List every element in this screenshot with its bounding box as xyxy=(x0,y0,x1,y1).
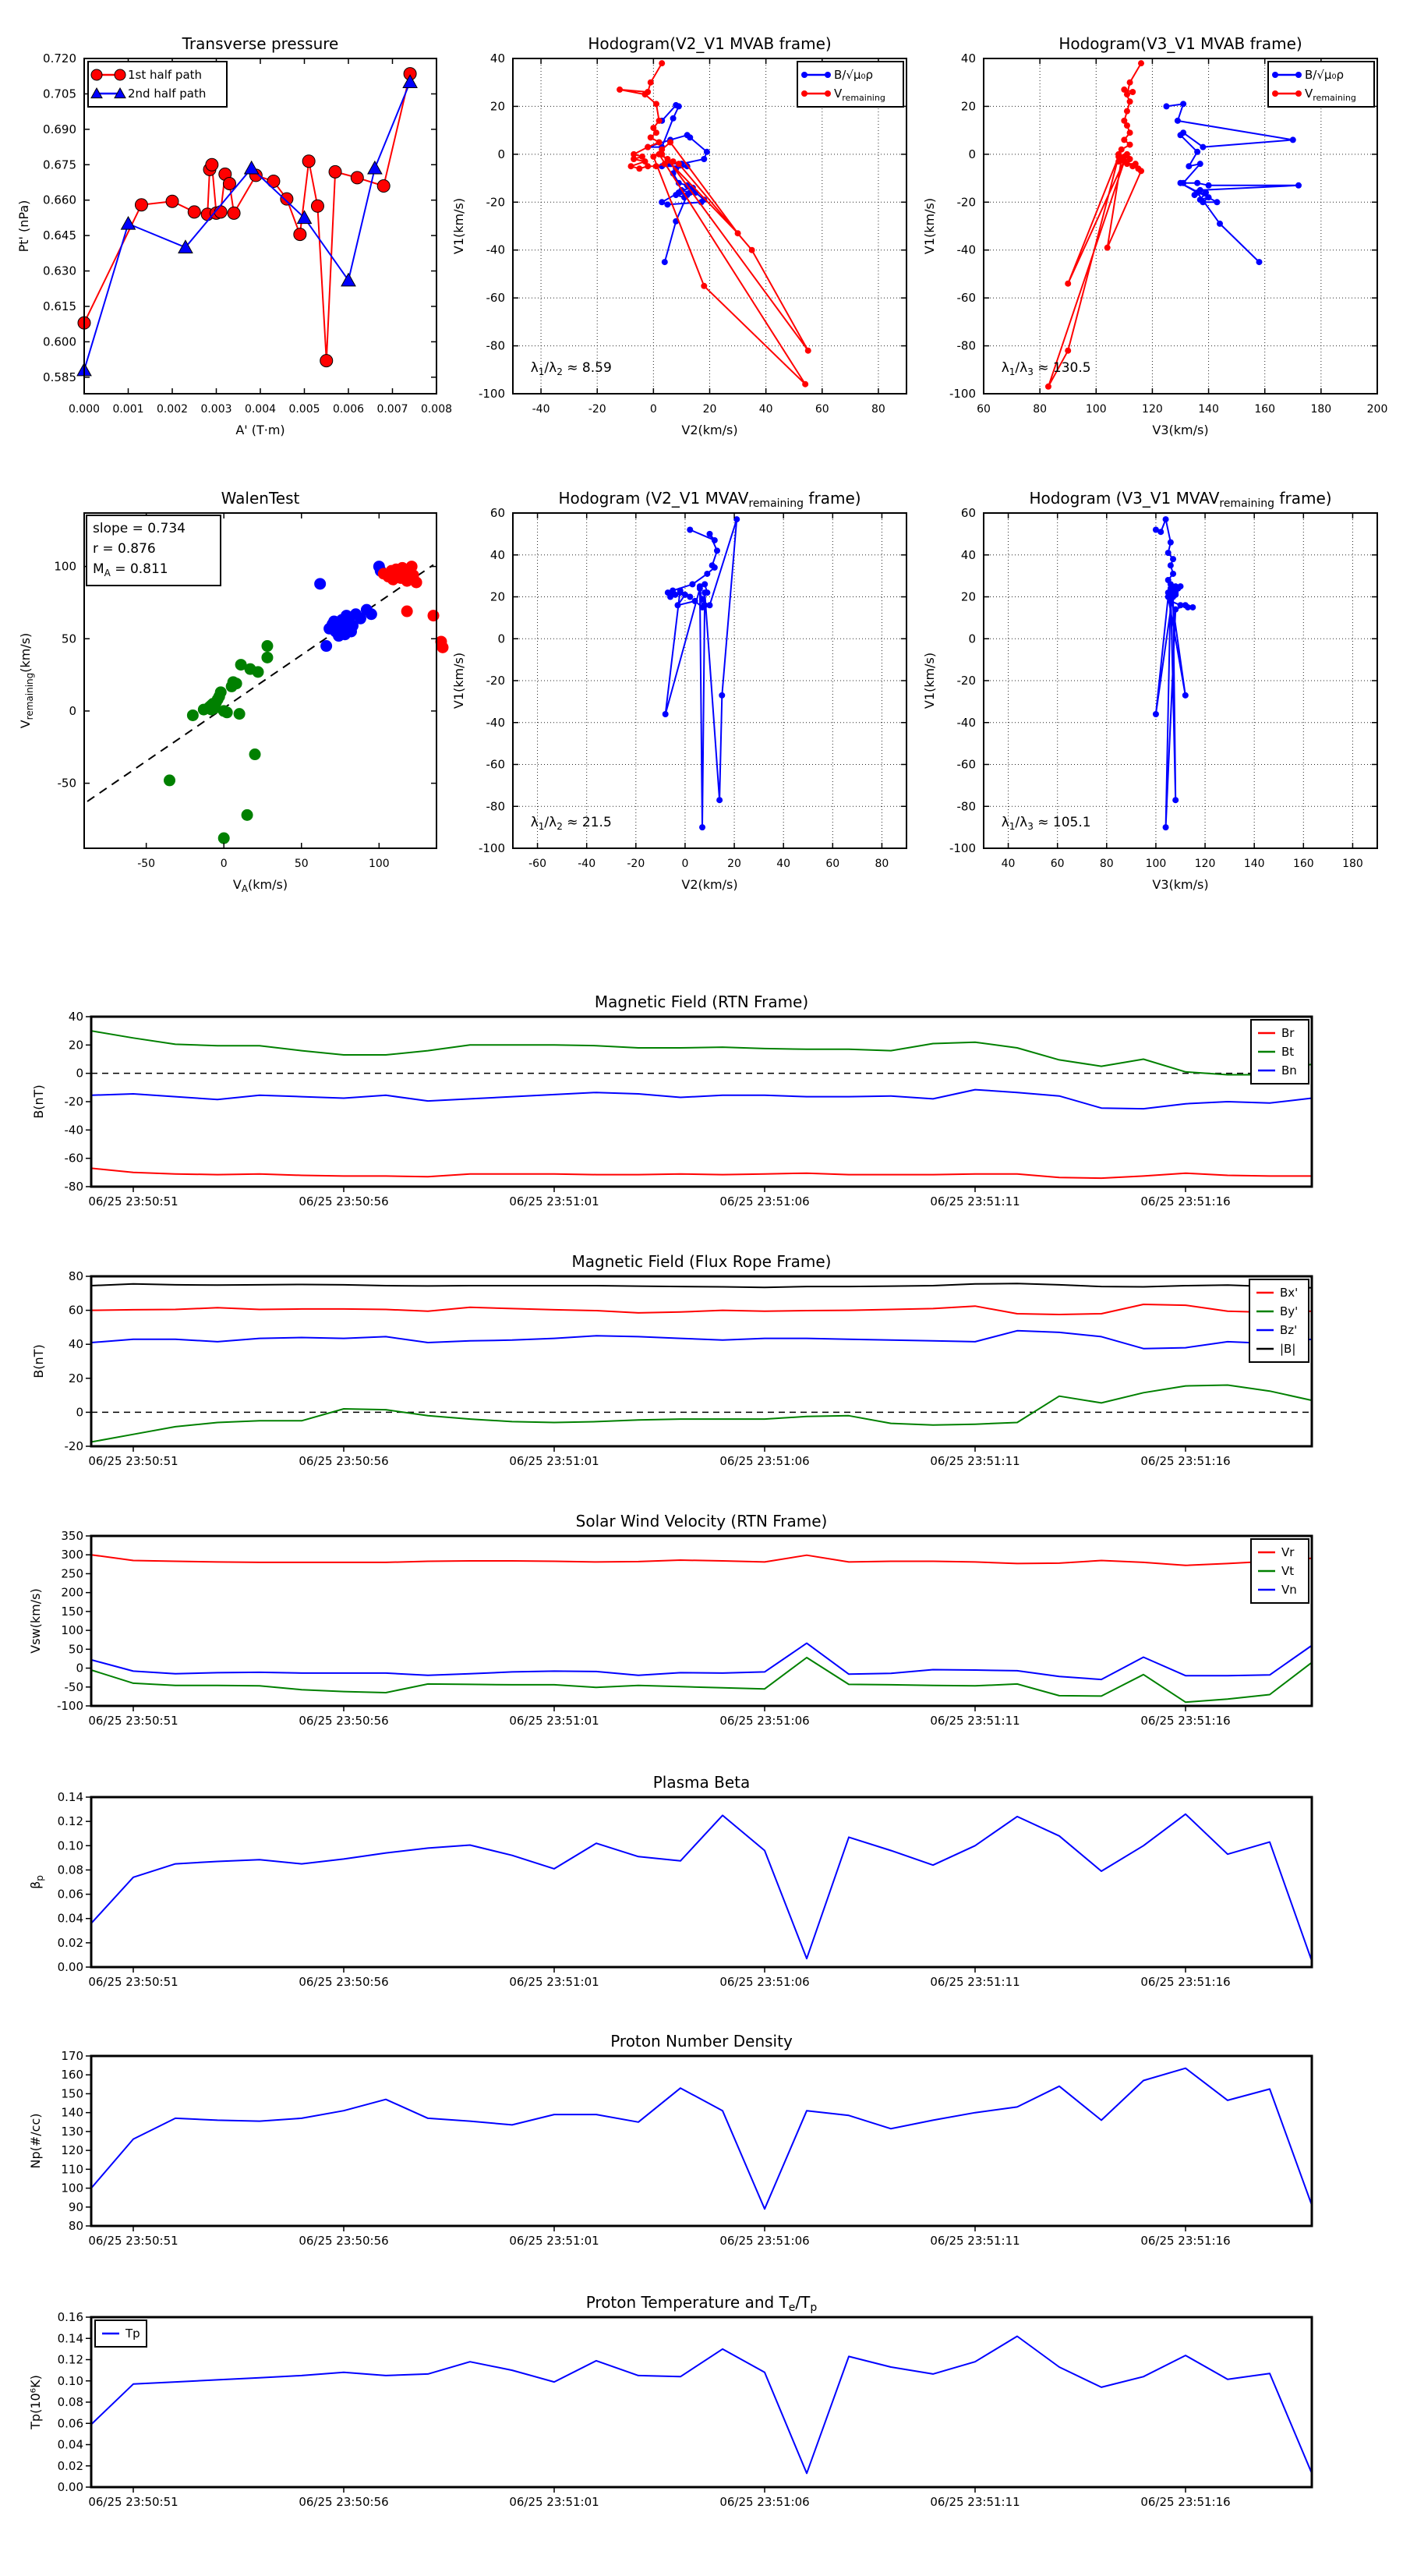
y-tick-label: 150 xyxy=(61,1604,83,1619)
series-By' xyxy=(91,1385,1312,1442)
y-tick-label: 20 xyxy=(68,1038,83,1053)
legend-label: Bt xyxy=(1281,1045,1295,1059)
y-tick-label: 350 xyxy=(61,1529,83,1543)
legend-label: |B| xyxy=(1280,1342,1296,1356)
lambda-annotation: $\lambda_1/\lambda_3 \approx 105.1$ xyxy=(1001,815,1091,833)
y-tick-label: 60 xyxy=(68,1303,83,1318)
x-tick-label: 06/25 23:51:16 xyxy=(1140,2234,1231,2248)
y-tick-label: -40 xyxy=(64,1123,83,1138)
y-tick-label: 0.02 xyxy=(57,2458,83,2473)
x-axis-label: V3(km/s) xyxy=(1152,877,1209,892)
grid xyxy=(513,58,906,394)
panel-hodogram-v3v1-mvab xyxy=(922,34,1387,437)
y-tick-label: 130 xyxy=(61,2124,83,2139)
y-axis-label: V1(km/s) xyxy=(922,652,937,709)
x-tick-label: -60 xyxy=(528,858,546,870)
x-tick-label: -20 xyxy=(588,403,606,416)
y-tick-label: 110 xyxy=(61,2162,83,2177)
x-tick-label: 06/25 23:51:06 xyxy=(719,1975,810,1989)
x-tick-label: 50 xyxy=(294,858,309,870)
legend-label: Bx' xyxy=(1280,1286,1299,1300)
legend-label: 2nd half path xyxy=(128,87,207,101)
y-tick-label: 0.06 xyxy=(57,2416,83,2431)
x-tick-label: 40 xyxy=(758,403,773,416)
y-tick-label: -80 xyxy=(64,1180,83,1194)
series-beta-p xyxy=(91,1814,1312,1961)
axes-frame xyxy=(84,58,436,394)
x-tick-label: 06/25 23:50:56 xyxy=(299,1975,389,1989)
x-tick-label: 200 xyxy=(1366,403,1388,416)
grid xyxy=(513,513,906,848)
x-tick-label: 0.001 xyxy=(112,403,144,416)
y-tick-label: -80 xyxy=(956,799,976,814)
x-tick-label: 60 xyxy=(825,858,840,870)
y-tick-label: -60 xyxy=(486,291,505,306)
x-tick-label: 06/25 23:51:06 xyxy=(719,2495,810,2509)
legend-label: Tp xyxy=(125,2327,140,2341)
y-tick-label: 60 xyxy=(489,506,505,520)
x-axis-label: V2(km/s) xyxy=(681,423,738,437)
solar-wind-velocity-title: Solar Wind Velocity (RTN Frame) xyxy=(575,1512,828,1530)
y-tick-label: 0.14 xyxy=(57,2331,83,2346)
panel-magnetic-field-rtn xyxy=(31,993,1312,1208)
y-tick-label: 250 xyxy=(61,1566,83,1581)
x-tick-label: 140 xyxy=(1198,403,1219,416)
hodogram-v2v1-mvab-title: Hodogram(V2_V1 MVAB frame) xyxy=(588,34,832,53)
y-tick-label: 0.12 xyxy=(57,1814,83,1829)
y-tick-label: 0.08 xyxy=(57,1863,83,1877)
y-axis-label: $\beta_p$ xyxy=(28,1875,45,1889)
legend-label: $V_{remaining}$ xyxy=(1305,87,1356,103)
x-tick-label: 80 xyxy=(875,858,889,870)
y-tick-label: -20 xyxy=(956,674,976,688)
x-tick-label: 06/25 23:51:06 xyxy=(719,2234,810,2248)
y-tick-label: 20 xyxy=(489,99,505,114)
legend-label: B/√μ₀ρ xyxy=(1305,68,1344,82)
x-tick-label: 06/25 23:50:56 xyxy=(299,2234,389,2248)
legend-label: Vt xyxy=(1281,1564,1295,1578)
legend-label: Bn xyxy=(1281,1063,1297,1077)
axes-frame xyxy=(91,2317,1312,2487)
x-tick-label: 06/25 23:51:01 xyxy=(509,1454,599,1468)
x-tick-label: 0 xyxy=(681,858,689,870)
y-tick-label: 50 xyxy=(68,1642,83,1657)
x-tick-label: 06/25 23:51:16 xyxy=(1140,1975,1231,1989)
x-tick-label: 40 xyxy=(776,858,791,870)
legend xyxy=(1251,1020,1309,1084)
x-axis-label: $V_A(km/s)$ xyxy=(232,877,288,894)
transverse-pressure-title: Transverse pressure xyxy=(182,34,339,53)
panel-proton-number-density xyxy=(28,2032,1312,2248)
y-tick-label: 40 xyxy=(960,547,976,562)
y-tick-label: -20 xyxy=(486,674,505,688)
y-tick-label: 200 xyxy=(61,1585,83,1600)
y-tick-label: 0.615 xyxy=(43,299,76,313)
y-tick-label: 0.705 xyxy=(43,87,76,101)
x-tick-label: 60 xyxy=(977,403,991,416)
x-tick-label: 06/25 23:51:11 xyxy=(930,2495,1020,2509)
y-tick-label: 90 xyxy=(68,2199,83,2214)
y-tick-label: 0.04 xyxy=(57,2437,83,2452)
y-tick-label: -80 xyxy=(486,799,505,814)
x-tick-label: -40 xyxy=(578,858,596,870)
x-tick-label: 100 xyxy=(368,858,390,870)
y-tick-label: 80 xyxy=(68,2219,83,2233)
x-tick-label: 0.005 xyxy=(288,403,320,416)
x-tick-label: 06/25 23:50:56 xyxy=(299,1194,389,1208)
y-tick-label: -60 xyxy=(64,1151,83,1166)
x-tick-label: 06/25 23:51:11 xyxy=(930,2234,1020,2248)
y-tick-label: 100 xyxy=(61,1623,83,1638)
x-tick-label: 180 xyxy=(1310,403,1332,416)
y-tick-label: -50 xyxy=(64,1679,83,1694)
tick-labels xyxy=(949,506,1377,870)
x-tick-label: 0.007 xyxy=(376,403,408,416)
y-tick-label: 0.02 xyxy=(57,1935,83,1950)
series-B-alfven xyxy=(1163,101,1302,265)
legend-label: Bz' xyxy=(1280,1323,1298,1337)
legend xyxy=(1249,1279,1309,1362)
magnetic-field-flux-rope-title: Magnetic Field (Flux Rope Frame) xyxy=(571,1252,832,1271)
tick-labels xyxy=(57,1529,1231,1728)
x-tick-label: 06/25 23:51:06 xyxy=(719,1714,810,1728)
x-tick-label: 06/25 23:51:06 xyxy=(719,1454,810,1468)
panel-hodogram-v3v1-mvav xyxy=(922,489,1377,892)
y-tick-label: 0.600 xyxy=(43,334,76,349)
y-tick-label: 300 xyxy=(61,1548,83,1562)
series-2nd half path xyxy=(77,75,417,376)
x-tick-label: 06/25 23:51:11 xyxy=(930,1975,1020,1989)
y-tick-label: 0.04 xyxy=(57,1911,83,1926)
x-tick-label: 06/25 23:50:56 xyxy=(299,1714,389,1728)
series-Np xyxy=(91,2068,1312,2210)
series-V-hodogram xyxy=(1153,516,1196,830)
grid xyxy=(984,58,1377,394)
plasma-beta-title: Plasma Beta xyxy=(652,1773,751,1792)
proton-number-density-title: Proton Number Density xyxy=(610,2032,793,2051)
x-tick-label: 0.004 xyxy=(244,403,277,416)
y-tick-label: -40 xyxy=(956,242,976,257)
y-tick-label: 20 xyxy=(489,589,505,604)
y-axis-label: Tp(10⁶K) xyxy=(28,2375,43,2429)
x-tick-label: 06/25 23:50:51 xyxy=(88,1714,178,1728)
y-axis-label: V1(km/s) xyxy=(451,197,466,255)
y-tick-label: 0.585 xyxy=(43,370,76,384)
y-tick-label: 40 xyxy=(68,1337,83,1352)
tick-labels xyxy=(65,1269,1231,1468)
series-V-hodogram xyxy=(663,516,740,830)
panel-magnetic-field-flux-rope xyxy=(31,1252,1312,1468)
y-tick-label: -20 xyxy=(956,195,976,210)
y-axis-label: Np(#/cc) xyxy=(28,2113,43,2169)
legend-label: $V_{remaining}$ xyxy=(834,87,885,103)
x-tick-label: 06/25 23:50:51 xyxy=(88,1975,178,1989)
y-tick-label: 100 xyxy=(54,559,76,574)
panel-hodogram-v2v1-mvav xyxy=(451,489,906,892)
y-tick-label: 60 xyxy=(960,506,976,520)
panel-hodogram-v2v1-mvab xyxy=(451,34,906,437)
stats-line: slope = 0.734 xyxy=(93,521,186,536)
x-tick-label: 06/25 23:50:56 xyxy=(299,1454,389,1468)
x-tick-label: 06/25 23:51:16 xyxy=(1140,2495,1231,2509)
panel-plasma-beta xyxy=(28,1773,1312,1989)
tick-labels xyxy=(58,2310,1231,2509)
x-tick-label: 100 xyxy=(1145,858,1167,870)
y-tick-label: 0 xyxy=(497,632,505,646)
y-tick-label: 140 xyxy=(61,2105,83,2120)
x-tick-label: 0.000 xyxy=(68,403,101,416)
legend xyxy=(1268,62,1374,107)
y-tick-label: 0 xyxy=(968,147,976,161)
y-tick-label: 0.660 xyxy=(43,193,76,207)
x-tick-label: 06/25 23:50:56 xyxy=(299,2495,389,2509)
x-tick-label: 0.002 xyxy=(156,403,189,416)
y-tick-label: 0.06 xyxy=(57,1887,83,1902)
x-tick-label: -20 xyxy=(627,858,645,870)
series-V-remaining xyxy=(617,60,811,387)
y-tick-label: 0.12 xyxy=(57,2352,83,2367)
y-axis-label: Pt' (nPa) xyxy=(16,200,31,253)
x-tick-label: 06/25 23:51:01 xyxy=(509,1194,599,1208)
legend-label: B/√μ₀ρ xyxy=(834,68,873,82)
y-tick-label: 40 xyxy=(489,51,505,65)
y-tick-label: -100 xyxy=(56,1699,83,1713)
series-V-remaining xyxy=(1045,60,1144,390)
series-Tp xyxy=(91,2337,1312,2474)
y-tick-label: 40 xyxy=(960,51,976,65)
x-tick-label: 0 xyxy=(649,403,657,416)
y-tick-label: -20 xyxy=(486,195,505,210)
x-tick-label: 120 xyxy=(1142,403,1163,416)
y-tick-label: 0.630 xyxy=(43,264,76,278)
x-tick-label: 06/25 23:50:51 xyxy=(88,1454,178,1468)
legend-label: Vn xyxy=(1281,1583,1297,1597)
axes-frame xyxy=(91,2056,1312,2226)
y-axis-label: B(nT) xyxy=(31,1085,46,1119)
y-tick-label: 20 xyxy=(960,99,976,114)
axes-frame xyxy=(91,1797,1312,1967)
x-tick-label: 06/25 23:51:11 xyxy=(930,1454,1020,1468)
y-tick-label: -60 xyxy=(956,291,976,306)
x-tick-label: 60 xyxy=(1050,858,1065,870)
y-tick-label: 50 xyxy=(61,632,76,646)
y-tick-label: 0.675 xyxy=(43,157,76,172)
y-tick-label: 0.720 xyxy=(43,51,76,65)
x-tick-label: 06/25 23:51:01 xyxy=(509,2234,599,2248)
y-tick-label: 20 xyxy=(68,1371,83,1385)
x-axis-label: V2(km/s) xyxy=(681,877,738,892)
panel-walen-test xyxy=(18,489,448,894)
y-tick-label: -80 xyxy=(956,338,976,353)
x-tick-label: 20 xyxy=(727,858,741,870)
y-tick-label: 0.16 xyxy=(57,2310,83,2324)
lambda-annotation: $\lambda_1/\lambda_2 \approx 8.59$ xyxy=(530,360,612,378)
x-tick-label: 140 xyxy=(1243,858,1265,870)
tick-labels xyxy=(65,1010,1231,1208)
y-axis-label: V1(km/s) xyxy=(451,652,466,709)
x-tick-label: 40 xyxy=(1001,858,1016,870)
x-tick-label: 06/25 23:51:01 xyxy=(509,1975,599,1989)
series-Bt xyxy=(91,1031,1312,1074)
y-axis-label: $V_{remaining}(km/s)$ xyxy=(18,632,35,729)
y-tick-label: -60 xyxy=(486,757,505,772)
legend-label: Br xyxy=(1281,1026,1295,1040)
x-tick-label: 06/25 23:50:51 xyxy=(88,2234,178,2248)
x-tick-label: 120 xyxy=(1194,858,1216,870)
x-tick-label: 06/25 23:50:51 xyxy=(88,1194,178,1208)
tick-labels xyxy=(61,2049,1230,2248)
x-tick-label: 06/25 23:51:16 xyxy=(1140,1454,1231,1468)
series-|B| xyxy=(91,1283,1312,1288)
tick-labels xyxy=(58,1790,1231,1989)
x-tick-label: -40 xyxy=(532,403,550,416)
x-tick-label: 06/25 23:51:01 xyxy=(509,2495,599,2509)
x-tick-label: 06/25 23:51:16 xyxy=(1140,1714,1231,1728)
proton-temperature-title: Proton Temperature and $T_e/T_p$ xyxy=(585,2293,818,2314)
series-fit-line xyxy=(87,565,433,801)
x-tick-label: 100 xyxy=(1085,403,1107,416)
grid xyxy=(984,513,1377,848)
series-last-interval xyxy=(378,561,449,653)
x-axis-label: V3(km/s) xyxy=(1152,423,1209,437)
x-tick-label: 0 xyxy=(220,858,228,870)
legend xyxy=(88,62,227,107)
y-tick-label: 120 xyxy=(61,2143,83,2158)
y-axis-label: Vsw(km/s) xyxy=(28,1588,43,1654)
legend-label: By' xyxy=(1280,1304,1299,1318)
panel-proton-temperature xyxy=(28,2293,1312,2509)
x-tick-label: 160 xyxy=(1292,858,1314,870)
series-Vr xyxy=(91,1555,1312,1566)
x-axis-label: A' (T·m) xyxy=(235,423,285,437)
y-tick-label: -100 xyxy=(478,387,505,401)
x-tick-label: 180 xyxy=(1342,858,1363,870)
y-tick-label: 20 xyxy=(960,589,976,604)
x-tick-label: 06/25 23:51:11 xyxy=(930,1714,1020,1728)
y-tick-label: -20 xyxy=(64,1439,83,1453)
axes-frame xyxy=(91,1017,1312,1187)
y-tick-label: 0 xyxy=(968,632,976,646)
legend xyxy=(95,2320,147,2347)
y-tick-label: -40 xyxy=(956,715,976,730)
hodogram-v2v1-mvav-title: Hodogram (V2_V1 $MVAV_{remaining}$ frame) xyxy=(558,489,861,510)
walen-test-title: WalenTest xyxy=(221,489,300,508)
x-tick-label: 80 xyxy=(1033,403,1048,416)
magnetic-field-rtn-title: Magnetic Field (RTN Frame) xyxy=(594,993,809,1011)
series-Bz' xyxy=(91,1331,1312,1349)
x-tick-label: 06/25 23:50:51 xyxy=(88,2495,178,2509)
panel-solar-wind-velocity xyxy=(28,1512,1312,1728)
y-tick-label: 0 xyxy=(76,1405,83,1420)
y-tick-label: 160 xyxy=(61,2068,83,2082)
legend-label: 1st half path xyxy=(128,68,203,82)
stats-line: r = 0.876 xyxy=(93,541,156,557)
y-tick-label: -20 xyxy=(64,1095,83,1109)
stats-line: $M_A = 0.811$ xyxy=(93,561,168,579)
y-tick-label: 0 xyxy=(69,703,76,718)
y-tick-label: -100 xyxy=(478,841,505,855)
lambda-annotation: $\lambda_1/\lambda_2 \approx 21.5$ xyxy=(530,815,612,833)
x-tick-label: 160 xyxy=(1254,403,1276,416)
y-tick-label: -50 xyxy=(57,776,76,791)
y-tick-label: 0 xyxy=(76,1066,83,1081)
series-first-interval xyxy=(164,640,273,844)
x-tick-label: 20 xyxy=(702,403,717,416)
y-tick-label: 0.14 xyxy=(57,1790,83,1804)
y-tick-label: -100 xyxy=(949,387,976,401)
x-tick-label: 06/25 23:51:01 xyxy=(509,1714,599,1728)
series-Br xyxy=(91,1168,1312,1178)
y-tick-label: 0.10 xyxy=(57,2373,83,2388)
y-tick-label: 150 xyxy=(61,2086,83,2101)
hodogram-v3v1-mvav-title: Hodogram (V3_V1 $MVAV_{remaining}$ frame) xyxy=(1029,489,1332,510)
tick-labels xyxy=(479,506,906,870)
y-tick-label: -60 xyxy=(956,757,976,772)
y-tick-label: 0.645 xyxy=(43,228,76,243)
x-tick-label: 06/25 23:51:16 xyxy=(1140,1194,1231,1208)
y-axis-label: V1(km/s) xyxy=(922,197,937,255)
x-tick-label: 80 xyxy=(871,403,885,416)
series-Bn xyxy=(91,1090,1312,1109)
x-tick-label: -50 xyxy=(137,858,156,870)
x-tick-label: 0.003 xyxy=(200,403,232,416)
y-tick-label: -80 xyxy=(486,338,505,353)
series-Vn xyxy=(91,1644,1312,1680)
y-tick-label: 0 xyxy=(76,1661,83,1675)
y-tick-label: 0.690 xyxy=(43,122,76,136)
y-tick-label: 0.00 xyxy=(57,2480,83,2494)
legend xyxy=(797,62,903,107)
lambda-annotation: $\lambda_1/\lambda_3 \approx 130.5$ xyxy=(1001,360,1091,378)
y-tick-label: 0.00 xyxy=(57,1960,83,1974)
y-tick-label: 0.08 xyxy=(57,2395,83,2409)
x-tick-label: 0.006 xyxy=(332,403,365,416)
axes-frame xyxy=(984,58,1377,394)
y-axis-label: B(nT) xyxy=(31,1344,46,1378)
x-tick-label: 06/25 23:51:11 xyxy=(930,1194,1020,1208)
legend xyxy=(1251,1539,1309,1603)
series-Bx' xyxy=(91,1304,1312,1315)
hodogram-v3v1-mvab-title: Hodogram(V3_V1 MVAB frame) xyxy=(1058,34,1302,53)
x-tick-label: 60 xyxy=(815,403,829,416)
y-tick-label: -40 xyxy=(486,242,505,257)
y-tick-label: 0 xyxy=(497,147,505,161)
x-tick-label: 06/25 23:51:06 xyxy=(719,1194,810,1208)
x-tick-label: 80 xyxy=(1099,858,1114,870)
y-tick-label: 170 xyxy=(61,2049,83,2063)
y-tick-label: -40 xyxy=(486,715,505,730)
x-tick-label: 0.008 xyxy=(420,403,453,416)
legend-label: Vr xyxy=(1281,1545,1295,1559)
panel-transverse-pressure xyxy=(16,34,452,437)
y-tick-label: 40 xyxy=(68,1010,83,1024)
y-tick-label: -100 xyxy=(949,841,976,855)
y-tick-label: 40 xyxy=(489,547,505,562)
y-tick-label: 0.10 xyxy=(57,1838,83,1853)
y-tick-label: 100 xyxy=(61,2181,83,2196)
y-tick-label: 80 xyxy=(68,1269,83,1283)
